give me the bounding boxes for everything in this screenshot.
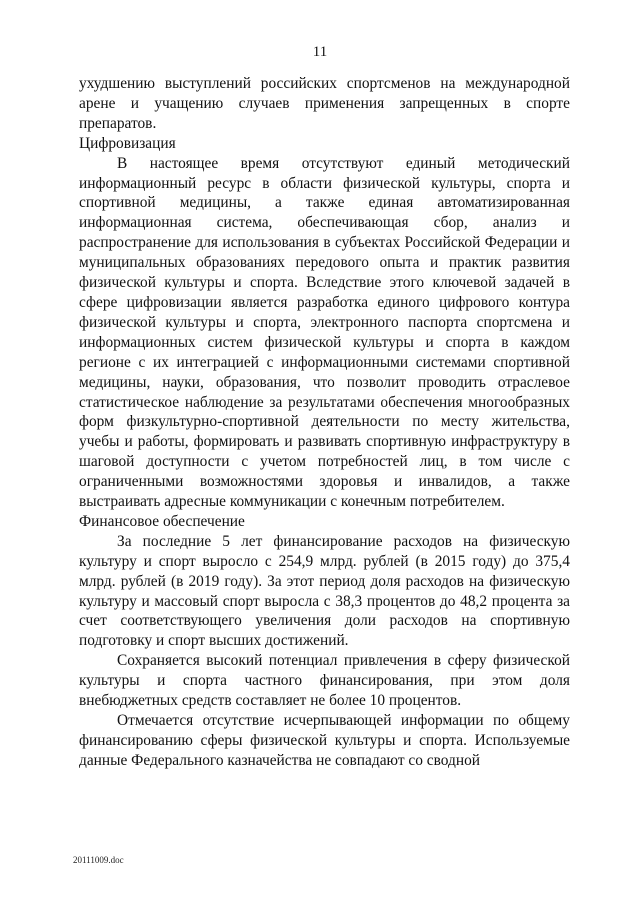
document-body [79,74,570,771]
section-title-digitalization: Цифровизация [79,134,176,152]
intro-paragraph: ухудшению выступлений российских спортсменов на международной арене и учащению случаев применения запрещенных в спорте препаратов. [79,75,570,132]
document-filename: 20111009.doc [73,855,124,865]
financing-paragraph-2: Сохраняется высокий потенциал привлечения в сферу физической культуры и спорта частного финансирования, при этом доля внебюджетных средств составляет не более 10 процентов. [79,652,570,710]
page-number: 11 [312,44,328,60]
financing-paragraph-3: Отмечается отсутствие исчерпывающей информации по общему финансированию сферы физической культуры и спорта. Используемые данные Федерального казначейства не совпадают со сводной [79,712,570,769]
digitalization-paragraph: В настоящее время отсутствуют единый методический информационный ресурс в области физической культуры, спорта и спортивной медицины, а также единая автоматизированная информационная система, обеспечивающая сбор, анализ и распространение для использования в субъектах Российской Федерации и муниципальных образованиях передового опыта и практик развития физической культуры и спорта. Вследствие этого ключевой задачей в сфере цифровизации является разработка единого цифрового контура физической культуры и спорта, электронного паспорта спортсмена и информационных систем физической культуры и спорта в каждом регионе с их интеграцией с информационными системами спортивной медицины, науки, образования, что позволит проводить отраслевое статистическое наблюдение за результатами обеспечения многообразных форм физкультурно-спортивной деятельности по месту жительства, учебы и работы, формировать и развивать спортивную инфраструктуру в шаговой доступности с учетом потребностей лиц, в том числе с ограниченными возможностями здоровья и инвалидов, а также выстраивать адресные коммуникации с конечным потребителем. [79,154,570,511]
financing-paragraph-1: За последние 5 лет финансирование расходов на физическую культуру и спорт выросло с 254,9 млрд. рублей (в 2015 году) до 375,4 млрд. рублей (в 2019 году). За этот период доля расходов на физическую культуру и массовый спорт выросла с 38,3 процентов до 48,2 процента за счет соответствующего увеличения доли расходов на спортивную подготовку и спорт высших достижений. [79,532,570,650]
section-title-financing: Финансовое обеспечение [79,512,245,530]
